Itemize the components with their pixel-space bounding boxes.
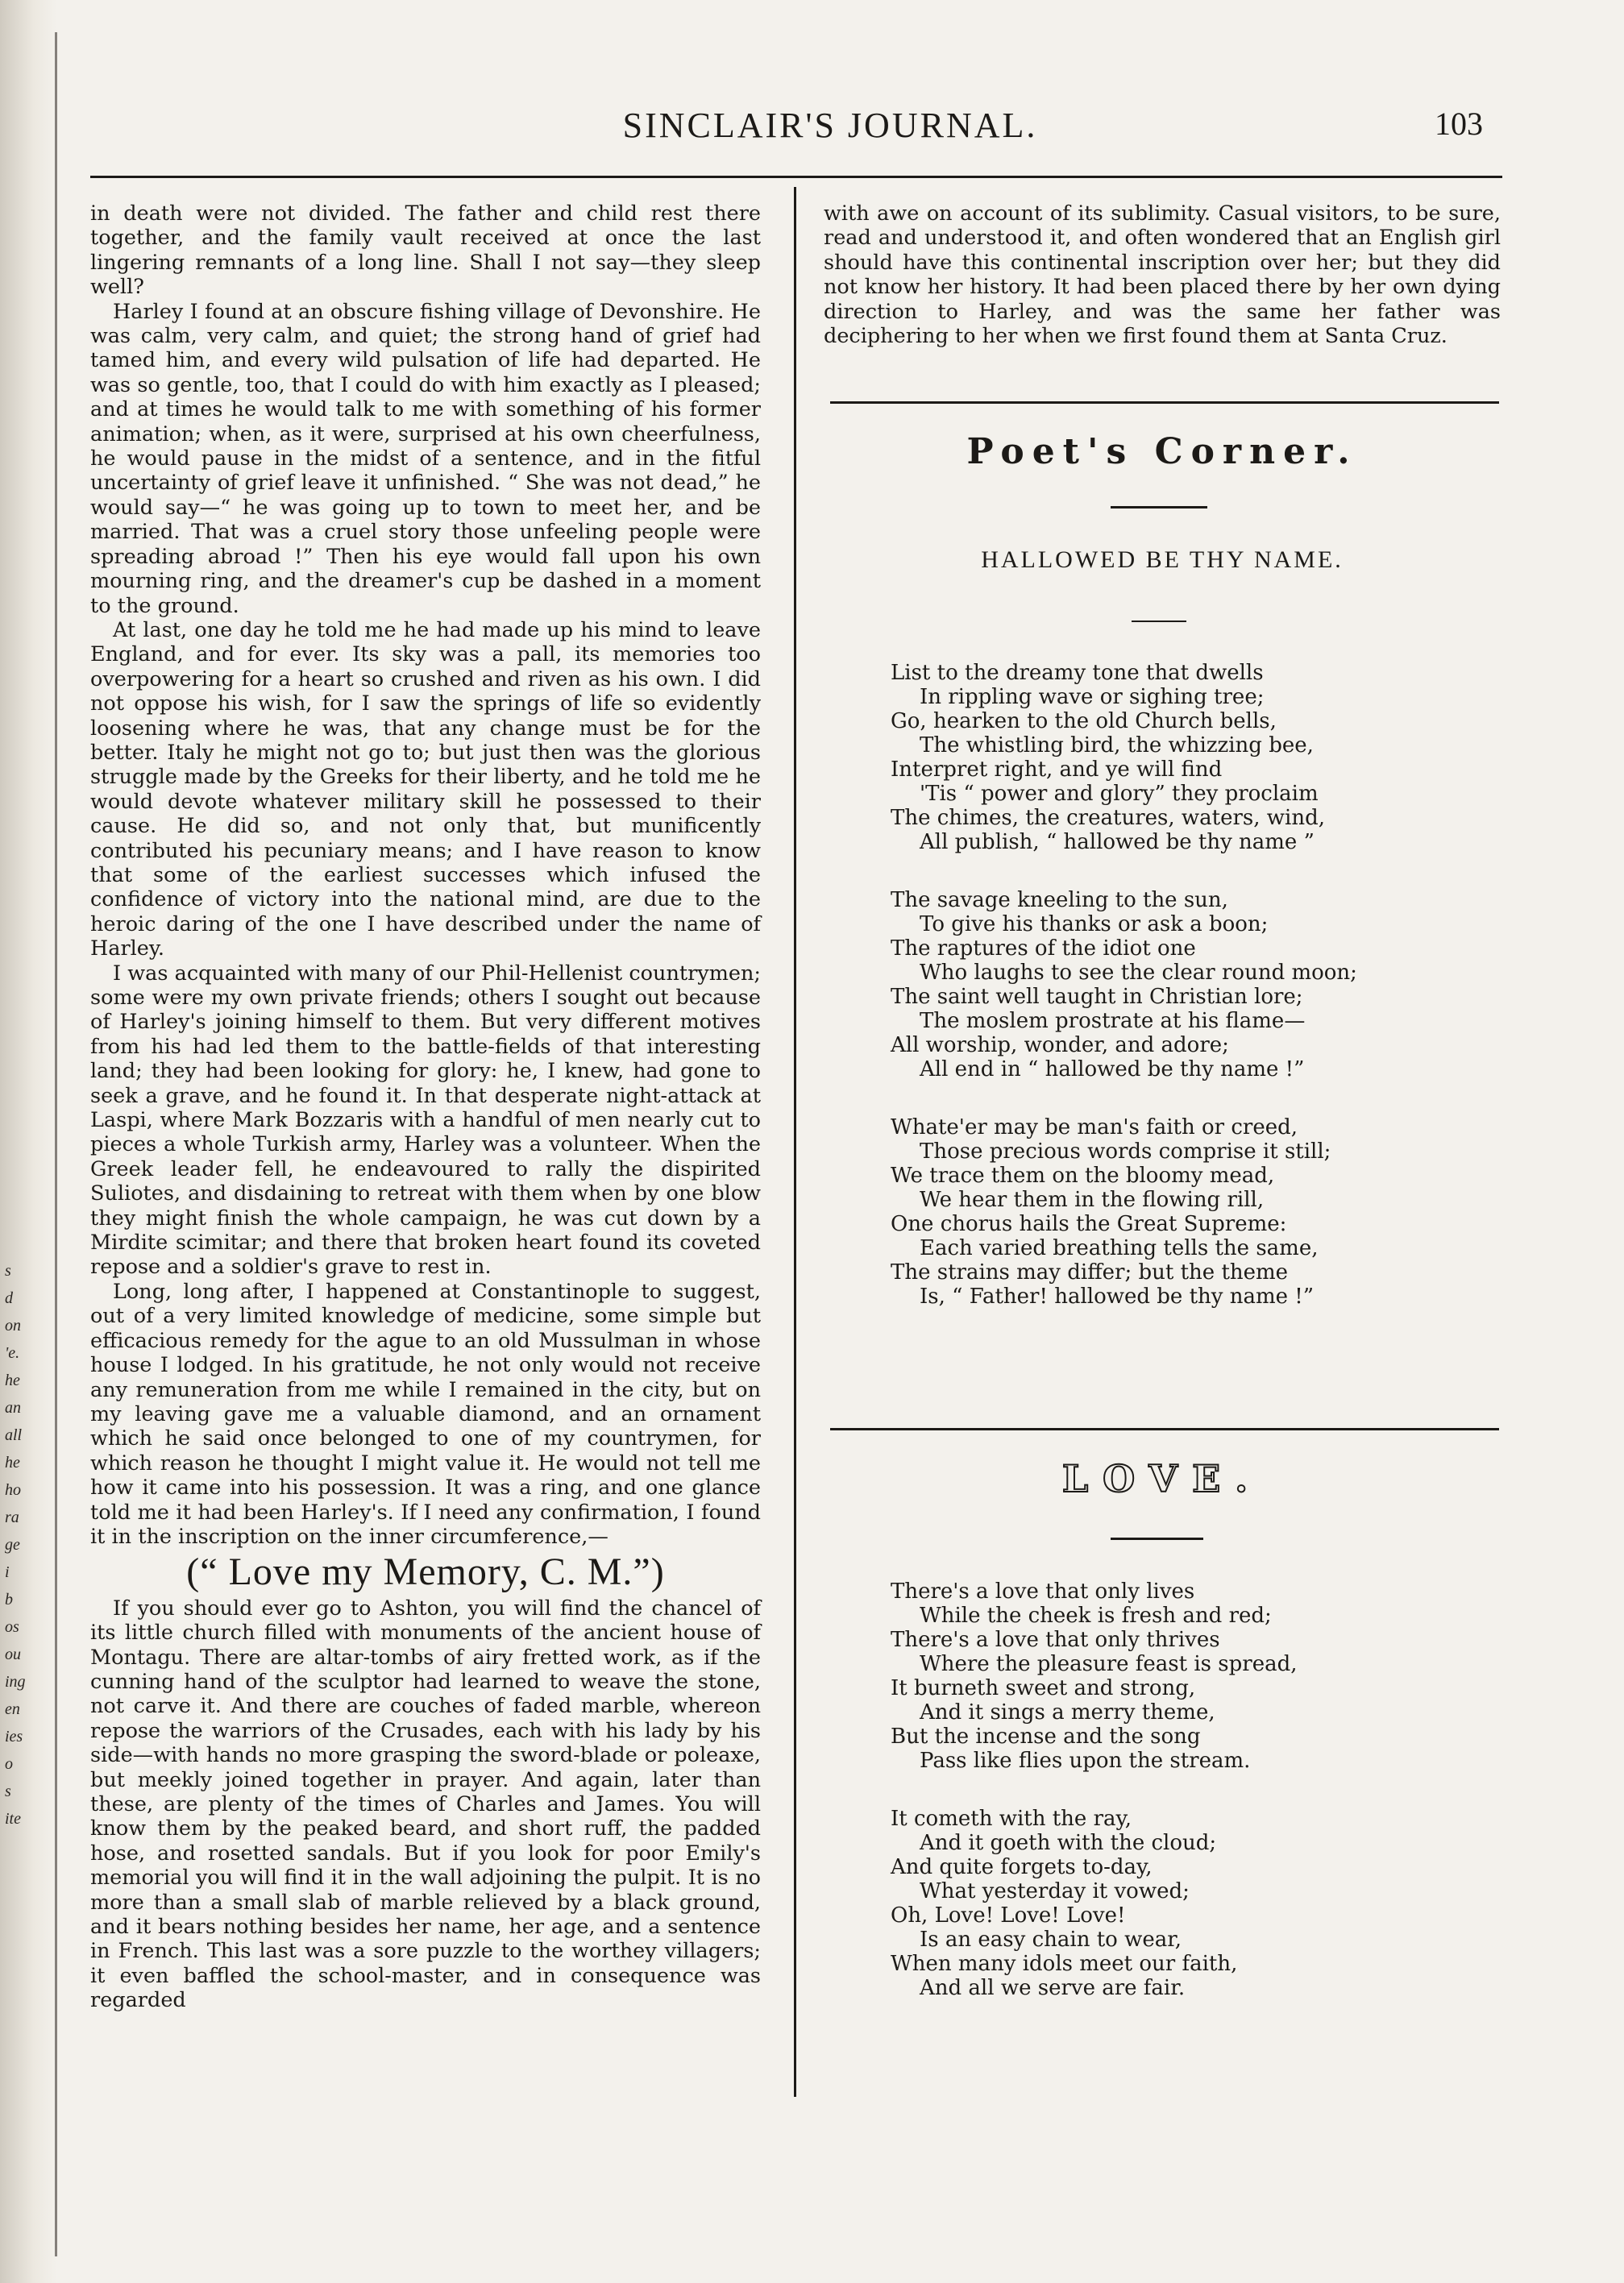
margin-fragment: b	[5, 1591, 13, 1608]
poem-line: While the cheek is fresh and red;	[920, 1604, 1272, 1628]
stanza	[891, 1807, 1503, 2000]
poem-line: Interpret right, and ye will find	[891, 758, 1223, 782]
short-rule	[1111, 506, 1207, 508]
poem-line: Each varied breathing tells the same,	[920, 1236, 1319, 1260]
poem-line: The raptures of the idiot one	[891, 936, 1196, 961]
poem-line: And it sings a merry theme,	[920, 1700, 1215, 1725]
poem-love	[891, 1579, 1503, 2000]
column-divider	[794, 187, 796, 2097]
paragraph: At last, one day he told me he had made up his mind to leave England, and for ever. Its sky was a pall, its memories too overpowering for a heart so crushed and riven as his own. I did not oppose his wish, for I saw the springs of life so evidently loosening where he was, that any change must be for the better. Italy he might not go to; but just then was the glorious struggle made by the Greeks for their liberty, and he told me he would devote whatever military skill he possessed to their cause. He did so, and not only that, but munificently contributed his pecuniary means; and I have reason to know that some of the earliest successes which infused the confidence of victory into the national mind, are due to the heroic daring of the one I have described under the name of Harley.	[90, 617, 761, 961]
poem-line: The whistling bird, the whizzing bee,	[920, 733, 1314, 758]
poem-hallowed	[891, 661, 1503, 1309]
poem-line: We hear them in the flowing rill,	[920, 1188, 1265, 1212]
margin-fragment: o	[5, 1755, 13, 1773]
poem-line: We trace them on the bloomy mead,	[891, 1164, 1275, 1188]
right-column	[824, 201, 1501, 348]
poem-line: The strains may differ; but the theme	[891, 1260, 1289, 1285]
binding-line	[55, 32, 57, 2256]
poem-line: Is an easy chain to wear,	[920, 1928, 1182, 1952]
paragraph: I was acquainted with many of our Phil-Hellenist countrymen; some were my own private friends; others I sought out because of Harley's joining himself to them. But very different motives from his had led them to the battle-fields of that interesting land; they had been looking for glory: he, I knew, had gone to seek a grave, and he found it. In that desperate night-attack at Laspi, where Mark Bozzaris with a handful of men nearly cut to pieces a whole Turkish army, Harley was a volunteer. When the Greek leader fell, he endeavoured to rally the dispirited Suliotes, and disdaining to retreat with them when by one blow they might finish the whole campaign, he was cut down by a Mirdite scimitar; and there that broken heart found its coveted repose and a soldier's grave to rest in.	[90, 961, 761, 1280]
margin-fragment: os	[5, 1618, 19, 1636]
section-rule	[830, 401, 1499, 404]
poem-line: In rippling wave or sighing tree;	[920, 685, 1265, 709]
binding-edge	[0, 0, 56, 2283]
poets-corner-heading: Poet's Corner.	[966, 431, 1358, 472]
poem-line: The saint well taught in Christian lore;	[891, 985, 1303, 1009]
poem-line: What yesterday it vowed;	[920, 1879, 1190, 1903]
short-rule	[1111, 1538, 1203, 1540]
poem-line: All publish, “ hallowed be thy name ”	[920, 830, 1315, 854]
poem-line: Is, “ Father! hallowed be thy name !”	[920, 1285, 1315, 1309]
margin-fragment: s	[5, 1262, 11, 1280]
margin-fragment: ing	[5, 1673, 26, 1691]
love-heading: LOVE.	[1061, 1457, 1263, 1501]
poem-line: And all we serve are fair.	[920, 1976, 1186, 2000]
poem-line: When many idols meet our faith,	[891, 1952, 1238, 1976]
poem-line: Oh, Love! Love! Love!	[891, 1903, 1126, 1928]
paragraph: in death were not divided. The father and child rest there together, and the family vault received at once the last lingering remnants of a long line. Shall I not say—they sleep well?	[90, 201, 761, 300]
poem-line: All end in “ hallowed be thy name !”	[920, 1057, 1305, 1081]
margin-fragment: ies	[5, 1728, 23, 1745]
poem-line: List to the dreamy tone that dwells	[891, 661, 1264, 685]
short-rule	[1132, 621, 1186, 622]
margin-fragment: 'e.	[5, 1344, 20, 1362]
poem-line: But the incense and the song	[891, 1725, 1201, 1749]
poem-line: And quite forgets to-day,	[891, 1855, 1153, 1879]
poem-line: Who laughs to see the clear round moon;	[920, 961, 1357, 985]
stanza-gap	[891, 854, 1503, 888]
poem-line: All worship, wonder, and adore;	[891, 1033, 1229, 1057]
margin-fragment: en	[5, 1700, 20, 1718]
paragraph: Harley I found at an obscure fishing village of Devonshire. He was calm, very calm, and quiet; the strong hand of grief had tamed him, and every wild pulsation of life had departed. He was so gentle, too, that I could do with him exactly as I pleased; and at times he would talk to me with something of his former animation; when, as it were, surprised at his own cheerfulness, he would pause in the midst of a sentence, and in the fitful uncertainty of grief leave it unfinished. “ She was not dead,” he would say—“ he was going up to town to meet her, and be married. That was a cruel story those unfeeling people were spreading abroad !” Then his eye would fall upon his own mourning ring, and the dreamer's cup be dashed in a moment to the ground.	[90, 299, 761, 618]
poem-line: There's a love that only thrives	[891, 1628, 1220, 1652]
margin-fragment: ou	[5, 1646, 21, 1663]
poem-line: Where the pleasure feast is spread,	[920, 1652, 1298, 1676]
poem-line: There's a love that only lives	[891, 1579, 1195, 1604]
poem-line: One chorus hails the Great Supreme:	[891, 1212, 1287, 1236]
poem-line: To give his thanks or ask a boon;	[920, 912, 1269, 936]
margin-fragment: he	[5, 1454, 20, 1471]
journal-title: SINCLAIR'S JOURNAL.	[622, 106, 1038, 145]
stanza-gap	[891, 1081, 1503, 1115]
poem-title: HALLOWED BE THY NAME.	[981, 546, 1344, 573]
poem-line: And it goeth with the cloud;	[920, 1831, 1217, 1855]
page-number: 103	[1435, 106, 1483, 142]
poem-line: The savage kneeling to the sun,	[891, 888, 1228, 912]
margin-fragment: on	[5, 1317, 21, 1335]
margin-fragment: ho	[5, 1481, 21, 1499]
margin-fragments	[5, 1257, 45, 1833]
poem-line: Go, hearken to the old Church bells,	[891, 709, 1277, 733]
stanza	[891, 661, 1503, 854]
margin-fragment: ge	[5, 1536, 20, 1554]
continued-paragraph: with awe on account of its sublimity. Casual visitors, to be sure, read and understood it, and often wondered that an English girl should have this continental inscription over her; but they did not know her history. It had been placed there by her own dying direction to Harley, and was the same her father was deciphering to her when we first found them at Santa Cruz.	[824, 201, 1501, 349]
poem-line: Pass like flies upon the stream.	[920, 1749, 1251, 1773]
left-column	[90, 201, 761, 2013]
poem-line: The moslem prostrate at his flame—	[920, 1009, 1306, 1033]
margin-fragment: ite	[5, 1810, 21, 1828]
stanza	[891, 1579, 1503, 1773]
poem-line: It cometh with the ray,	[891, 1807, 1132, 1831]
poem-line: The chimes, the creatures, waters, wind,	[891, 806, 1325, 830]
poem-line: Whate'er may be man's faith or creed,	[891, 1115, 1298, 1139]
margin-fragment: d	[5, 1289, 13, 1307]
header-rule	[90, 176, 1502, 178]
paragraph: Long, long after, I happened at Constantinople to suggest, out of a very limited knowledge of medicine, some simple but efficacious remedy for the ague to an old Mussulman in whose house I lodged. In his gratitude, he not only would not receive any remuneration from me while I remained in the city, but on my leaving gave me a valuable diamond, and an ornament which he said once belonged to one of my countrymen, for which reason he thought I might value it. He would not tell me how it came into his possession. It was a ring, and one glance told me it had been Harley's. If I need any confirmation, I found it in the inscription on the inner circumference,—	[90, 1279, 761, 1549]
stanza	[891, 1115, 1503, 1309]
stanza-gap	[891, 1773, 1503, 1807]
page-header	[0, 105, 1624, 153]
poem-line: Those precious words comprise it still;	[920, 1139, 1331, 1164]
margin-fragment: ra	[5, 1509, 19, 1526]
margin-fragment: an	[5, 1399, 21, 1417]
margin-fragment: s	[5, 1783, 11, 1800]
margin-fragment: he	[5, 1372, 20, 1389]
section-title: (“ Love my Memory, C. M.”)	[186, 1550, 665, 1594]
section-rule	[830, 1428, 1499, 1430]
paragraph: If you should ever go to Ashton, you will find the chancel of its little church filled with monuments of the ancient house of Montagu. There are altar-tombs of airy fretted work, as if the cunning hand of the sculptor had learned to weave the stone, not carve it. And there are couches of faded marble, whereon repose the warriors of the Crusades, each with his lady by his side—with hands no more grasping the sword-blade or poleaxe, but meekly joined together in prayer. And again, later than these, are plenty of the times of Charles and James. You will know them by the peaked beard, and short ruff, the padded hose, and rosetted sandals. But if you look for poor Emily's memorial you will find it in the wall adjoining the pulpit. It is no more than a small slab of marble relieved by a black ground, and it bears nothing besides her name, her age, and a sentence in French. This last was a sore puzzle to the worthey villagers; it even baffled the school-master, and in consequence was regarded	[90, 1596, 761, 2013]
stanza	[891, 888, 1503, 1081]
poem-line: 'Tis “ power and glory” they proclaim	[920, 782, 1319, 806]
margin-fragment: i	[5, 1563, 10, 1581]
poem-line: It burneth sweet and strong,	[891, 1676, 1196, 1700]
margin-fragment: all	[5, 1426, 23, 1444]
